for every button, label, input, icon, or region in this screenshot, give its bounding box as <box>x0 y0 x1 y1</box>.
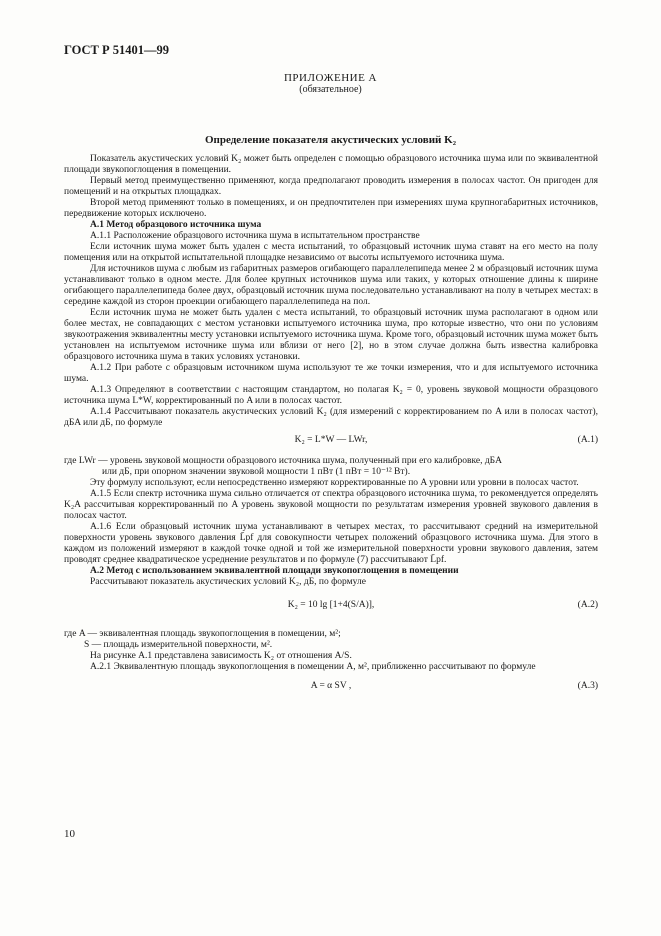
paragraph: Показатель акустических условий K₂ может быть определен с помощью образцового источника шума или по эквивалентной площади звукопоглощения в помещении. <box>64 154 598 175</box>
paragraph: A.1.5 Если спектр источника шума сильно отличается от спектра образцового источника шума, то рекомендуется определять K₂A рассчитывая корректированный по A уровень звуковой мощности по результатам измерения уровней звукового давления в полосах частот. <box>64 489 598 521</box>
appendix-title: ПРИЛОЖЕНИЕ А <box>283 72 377 84</box>
paragraph: где LWr — уровень звуковой мощности образцового источника шума, полученный при его калибровке, дБA <box>64 456 502 466</box>
subsection-heading: A.2 Метод с использованием эквивалентной площади звукопоглощения в помещении <box>90 566 459 576</box>
appendix-subtitle: (обязательное) <box>299 84 362 95</box>
paragraph: A.2.1 Эквивалентную площадь звукопоглощения в помещении A, м², приближенно рассчитывают по формуле <box>90 662 536 672</box>
paragraph: Первый метод преимущественно применяют, когда предполагают проводить измерения в полосах частот. Он пригоден для помещений и на открытых площадках. <box>64 176 598 197</box>
subsection-heading: A.1 Метод образцового источника шума <box>90 220 262 230</box>
equation-a1 <box>64 435 598 450</box>
equation-number: (A.1) <box>577 435 598 445</box>
paragraph: где A — эквивалентная площадь звукопоглощения в помещении, м²; <box>64 629 341 639</box>
equation-a2 <box>64 600 598 615</box>
paragraph: Для источников шума с любым из габаритных размеров огибающего параллелепипеда менее 2 м образцовый источник шума устанавливают только в одном месте. Для более крупных источников шума или таких, у которых отношение длины к ширине огибающего параллелепипеда более двух, образцовый источник шума последовательно устанавливают на полу в четырех местах: в середине каждой из сторон проекции огибающего параллелепипеда на пол. <box>64 264 598 307</box>
paragraph: На рисунке A.1 представлена зависимость K₂ от отношения A/S. <box>90 651 352 661</box>
paragraph: A.1.1 Расположение образцового источника шума в испытательном пространстве <box>90 231 420 241</box>
paragraph: или дБ, при опорном значении звуковой мощности 1 пВт (1 пВт = 10⁻¹² Вт). <box>102 467 411 477</box>
paragraph: Второй метод применяют только в помещениях, и он предпочтителен при измерениях шума крупногабаритных источников, передвижение которых исключено. <box>64 198 598 219</box>
section-title: Определение показателя акустических условий K₂ <box>204 134 457 146</box>
equation-formula: K₂ = L*W — LWr, <box>294 435 368 445</box>
paragraph: Эту формулу используют, если непосредственно измеряют корректированные по A уровни или уровни в полосах частот. <box>90 478 579 488</box>
paragraph: Если источник шума не может быть удален с места испытаний, то образцовый источник шума располагают в одном или более местах, не совпадающих с местом установки испытуемого источника шума, про которые известно, что они по условиям звукоотражения эквивалентны месту установки испытуемого источника шума. Кроме того, образцовый источник шума может быть установлен на испытуемом источнике шума или вблизи от него [2], но в этом случае должна быть известна калибровка образцового источника шума в таких условиях установки. <box>64 308 598 362</box>
paragraph: A.1.3 Определяют в соответствии с настоящим стандартом, но полагая K₂ = 0, уровень звуковой мощности образцового источника шума L*W, корректированный по A или в полосах частот. <box>64 385 598 406</box>
equation-a3 <box>64 681 598 696</box>
paragraph: A.1.2 При работе с образцовым источником шума используют те же точки измерения, что и для испытуемого источника шума. <box>64 363 598 384</box>
page-number: 10 <box>64 828 75 840</box>
paragraph: Если источник шума может быть удален с места испытаний, то образцовый источник шума ставят на его место на полу помещения или на открытой испытательной площадке независимо от высоты испытуемого источника шума. <box>64 242 598 263</box>
equation-formula: A = α SV , <box>310 681 352 691</box>
paragraph: S — площадь измерительной поверхности, м². <box>84 640 273 650</box>
equation-number: (A.3) <box>577 681 598 691</box>
body-text <box>64 154 598 704</box>
equation-number: (A.2) <box>577 600 598 610</box>
paragraph: Рассчитывают показатель акустических условий K₂, дБ, по формуле <box>90 577 366 587</box>
paragraph: A.1.4 Рассчитывают показатель акустических условий K₂ (для измерений с корректированием по A или в полосах частот), дБA или дБ, по формуле <box>64 407 598 428</box>
equation-formula: K₂ = 10 lg [1+4(S/A)], <box>287 600 375 610</box>
standard-header: ГОСТ Р 51401—99 <box>64 43 170 57</box>
paragraph: A.1.6 Если образцовый источник шума устанавливают в четырех местах, то рассчитывают средний на измерительной поверхности уровень звукового давления L̄pf для совокупности четырех положений образцового источника шума. Для этого в каждом из положений измеряют в каждой точке одной и той же измерительной поверхности уровни звукового давления, затем проводят среднее квадратическое усреднение результатов и по формуле (7) рассчитывают L̄pf. <box>64 522 598 565</box>
